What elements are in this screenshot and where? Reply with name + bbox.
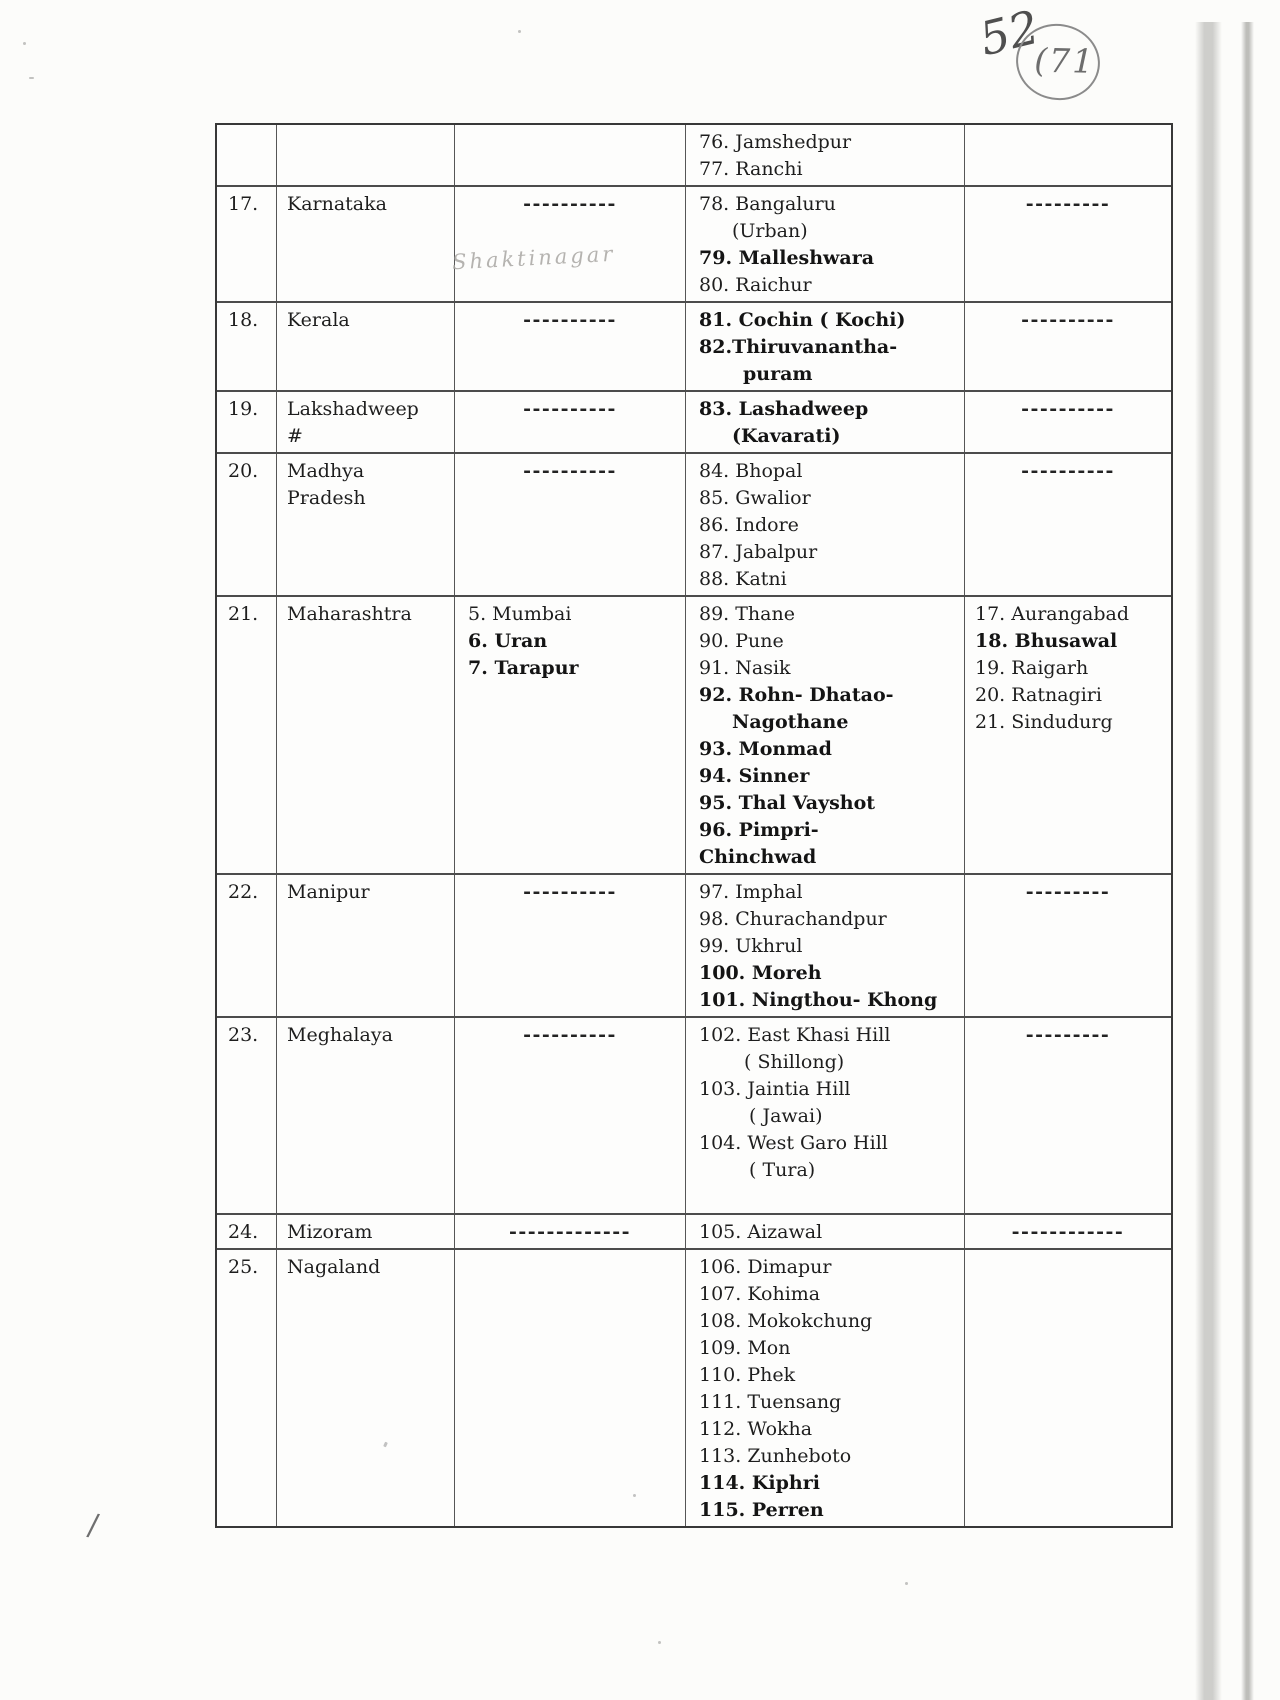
dash-line: ------------ bbox=[1011, 1221, 1125, 1243]
text-line: 6. Uran bbox=[468, 630, 548, 652]
dash-line: ---------- bbox=[1021, 460, 1115, 482]
text-line: 99. Ukhrul bbox=[699, 935, 803, 957]
pen-stroke: / bbox=[85, 1507, 101, 1544]
text-line: Manipur bbox=[287, 881, 370, 903]
cell-state bbox=[277, 187, 455, 301]
text-line: Meghalaya bbox=[287, 1024, 393, 1046]
text-line: 101. Ningthou- Khong bbox=[699, 989, 938, 1011]
cell-col5 bbox=[965, 187, 1171, 301]
text-line: 111. Tuensang bbox=[699, 1391, 842, 1413]
dash-line: ------------- bbox=[508, 1221, 631, 1243]
text-line: 95. Thal Vayshot bbox=[699, 792, 876, 814]
dash-line: --------- bbox=[1025, 881, 1111, 903]
text-line: 90. Pune bbox=[699, 630, 784, 652]
text-line: 94. Sinner bbox=[699, 765, 810, 787]
scan-speck bbox=[633, 1494, 636, 1497]
states-cities-table bbox=[215, 123, 1173, 1528]
table-row bbox=[217, 185, 1171, 301]
text-line: 109. Mon bbox=[699, 1337, 791, 1359]
text-line: 107. Kohima bbox=[699, 1283, 821, 1305]
text-line: 18. Bhusawal bbox=[975, 630, 1118, 652]
text-line: Kerala bbox=[287, 309, 350, 331]
text-line: 78. Bangaluru bbox=[699, 193, 836, 215]
text-line: Lakshadweep bbox=[287, 398, 419, 420]
cell-state bbox=[277, 454, 455, 595]
text-line: 17. bbox=[228, 193, 259, 215]
text-line: 20. Ratnagiri bbox=[975, 684, 1102, 706]
text-line: (Kavarati) bbox=[732, 425, 841, 447]
text-line: 108. Mokokchung bbox=[699, 1310, 873, 1332]
cell-col3 bbox=[455, 125, 686, 185]
text-line: puram bbox=[743, 363, 813, 385]
circled-number-text: (71 bbox=[1033, 40, 1096, 81]
text-line: 80. Raichur bbox=[699, 274, 812, 296]
text-line: 114. Kiphri bbox=[699, 1472, 820, 1494]
text-line: 79. Malleshwara bbox=[699, 247, 875, 269]
cell-state bbox=[277, 875, 455, 1016]
text-line: 20. bbox=[228, 460, 259, 482]
cell-col3 bbox=[455, 875, 686, 1016]
cell-state bbox=[277, 1250, 455, 1526]
cell-col5 bbox=[965, 1018, 1171, 1213]
text-line: 21. bbox=[228, 603, 259, 625]
text-line: 17. Aurangabad bbox=[975, 603, 1130, 625]
text-line: 19. bbox=[228, 398, 259, 420]
cell-col5 bbox=[965, 125, 1171, 185]
text-line: 19. Raigarh bbox=[975, 657, 1089, 679]
table-row bbox=[217, 873, 1171, 1016]
handwritten-page-number: 52 bbox=[974, 0, 1045, 67]
cell-serial bbox=[217, 1215, 277, 1248]
cell-col4 bbox=[686, 454, 965, 595]
text-line: 110. Phek bbox=[699, 1364, 796, 1386]
text-line: 98. Churachandpur bbox=[699, 908, 887, 930]
text-line: 103. Jaintia Hill bbox=[699, 1078, 851, 1100]
text-line: (Urban) bbox=[732, 220, 808, 242]
text-line: # bbox=[287, 425, 303, 447]
dash-line: ---------- bbox=[523, 1024, 617, 1046]
cell-col3 bbox=[455, 1215, 686, 1248]
cell-serial bbox=[217, 303, 277, 390]
cell-serial bbox=[217, 1250, 277, 1526]
table-row bbox=[217, 390, 1171, 452]
text-line: 7. Tarapur bbox=[468, 657, 579, 679]
text-line: 104. West Garo Hill bbox=[699, 1132, 888, 1154]
text-line: 92. Rohn- Dhatao- bbox=[699, 684, 894, 706]
cell-col4 bbox=[686, 125, 965, 185]
cell-state bbox=[277, 1018, 455, 1213]
text-line: ( Shillong) bbox=[744, 1051, 845, 1073]
scan-edge-shadow bbox=[1195, 22, 1222, 1700]
text-line: ( Tura) bbox=[749, 1159, 816, 1181]
cell-col4 bbox=[686, 303, 965, 390]
text-line: 83. Lashadweep bbox=[699, 398, 869, 420]
table-row bbox=[217, 452, 1171, 595]
cell-state bbox=[277, 303, 455, 390]
cell-serial bbox=[217, 875, 277, 1016]
cell-serial bbox=[217, 1018, 277, 1213]
text-line: 81. Cochin ( Kochi) bbox=[699, 309, 906, 331]
cell-col4 bbox=[686, 1215, 965, 1248]
table-row bbox=[217, 595, 1171, 873]
text-line: 97. Imphal bbox=[699, 881, 803, 903]
cell-col5 bbox=[965, 1215, 1171, 1248]
text-line: 21. Sindudurg bbox=[975, 711, 1113, 733]
text-line: 115. Perren bbox=[699, 1499, 824, 1521]
dash-line: ---------- bbox=[1021, 309, 1115, 331]
text-line: 93. Monmad bbox=[699, 738, 832, 760]
cell-col5 bbox=[965, 1250, 1171, 1526]
cell-col5 bbox=[965, 392, 1171, 452]
table-row bbox=[217, 1248, 1171, 1526]
text-line: 86. Indore bbox=[699, 514, 799, 536]
scan-speck bbox=[658, 1641, 661, 1644]
cell-col3 bbox=[455, 1250, 686, 1526]
cell-state bbox=[277, 1215, 455, 1248]
text-line: Chinchwad bbox=[699, 846, 817, 868]
cell-col3 bbox=[455, 597, 686, 873]
cell-col3 bbox=[455, 392, 686, 452]
cell-serial bbox=[217, 454, 277, 595]
text-line: 25. bbox=[228, 1256, 259, 1278]
table-row bbox=[217, 1016, 1171, 1213]
text-line: Pradesh bbox=[287, 487, 366, 509]
dash-line: ---------- bbox=[523, 398, 617, 420]
text-line: 87. Jabalpur bbox=[699, 541, 818, 563]
cell-col3 bbox=[455, 303, 686, 390]
cell-col4 bbox=[686, 187, 965, 301]
handwritten-annotation: Shaktinagar bbox=[451, 241, 616, 275]
text-line: 24. bbox=[228, 1221, 259, 1243]
cell-serial bbox=[217, 597, 277, 873]
dash-line: ---------- bbox=[1021, 398, 1115, 420]
cell-col5 bbox=[965, 303, 1171, 390]
text-line: ( Jawai) bbox=[749, 1105, 823, 1127]
cell-col4 bbox=[686, 1018, 965, 1213]
text-line: 82.Thiruvanantha- bbox=[699, 336, 898, 358]
text-line: Mizoram bbox=[287, 1221, 373, 1243]
scan-speck bbox=[303, 499, 307, 502]
cell-serial bbox=[217, 125, 277, 185]
cell-state bbox=[277, 125, 455, 185]
cell-col4 bbox=[686, 1250, 965, 1526]
dash-line: --------- bbox=[1025, 1024, 1111, 1046]
text-line: 76. Jamshedpur bbox=[699, 131, 852, 153]
text-line: 106. Dimapur bbox=[699, 1256, 832, 1278]
scan-edge-shadow bbox=[1241, 22, 1254, 1700]
text-line: Karnataka bbox=[287, 193, 387, 215]
dash-line: --------- bbox=[1025, 193, 1111, 215]
text-line: Nagothane bbox=[732, 711, 849, 733]
text-line: 77. Ranchi bbox=[699, 158, 803, 180]
text-line: Madhya bbox=[287, 460, 365, 482]
cell-col4 bbox=[686, 597, 965, 873]
scan-speck bbox=[29, 77, 34, 79]
text-line: 89. Thane bbox=[699, 603, 795, 625]
text-line: 18. bbox=[228, 309, 259, 331]
text-line: 112. Wokha bbox=[699, 1418, 813, 1440]
cell-col3 bbox=[455, 454, 686, 595]
cell-state bbox=[277, 597, 455, 873]
scan-speck bbox=[23, 42, 26, 45]
text-line: 102. East Khasi Hill bbox=[699, 1024, 891, 1046]
table-row bbox=[217, 125, 1171, 185]
text-line: 113. Zunheboto bbox=[699, 1445, 852, 1467]
text-line: 91. Nasik bbox=[699, 657, 791, 679]
cell-col3 bbox=[455, 1018, 686, 1213]
text-line: 23. bbox=[228, 1024, 259, 1046]
cell-state bbox=[277, 392, 455, 452]
text-line: 88. Katni bbox=[699, 568, 787, 590]
text-line: 100. Moreh bbox=[699, 962, 822, 984]
table-row bbox=[217, 301, 1171, 390]
text-line: Nagaland bbox=[287, 1256, 381, 1278]
table-row bbox=[217, 1213, 1171, 1248]
cell-serial bbox=[217, 187, 277, 301]
scan-speck bbox=[905, 1582, 908, 1585]
text-line: 105. Aizawal bbox=[699, 1221, 823, 1243]
dash-line: ---------- bbox=[523, 460, 617, 482]
text-line: 5. Mumbai bbox=[468, 603, 572, 625]
text-line: Maharashtra bbox=[287, 603, 412, 625]
text-line: 85. Gwalior bbox=[699, 487, 811, 509]
cell-col5 bbox=[965, 597, 1171, 873]
cell-col4 bbox=[686, 875, 965, 1016]
scan-speck bbox=[518, 30, 521, 33]
text-line: 84. Bhopal bbox=[699, 460, 803, 482]
cell-col5 bbox=[965, 454, 1171, 595]
cell-col4 bbox=[686, 392, 965, 452]
dash-line: ---------- bbox=[523, 309, 617, 331]
text-line: 96. Pimpri- bbox=[699, 819, 819, 841]
text-line: 22. bbox=[228, 881, 259, 903]
cell-col5 bbox=[965, 875, 1171, 1016]
dash-line: ---------- bbox=[523, 881, 617, 903]
dash-line: ---------- bbox=[523, 193, 617, 215]
cell-serial bbox=[217, 392, 277, 452]
